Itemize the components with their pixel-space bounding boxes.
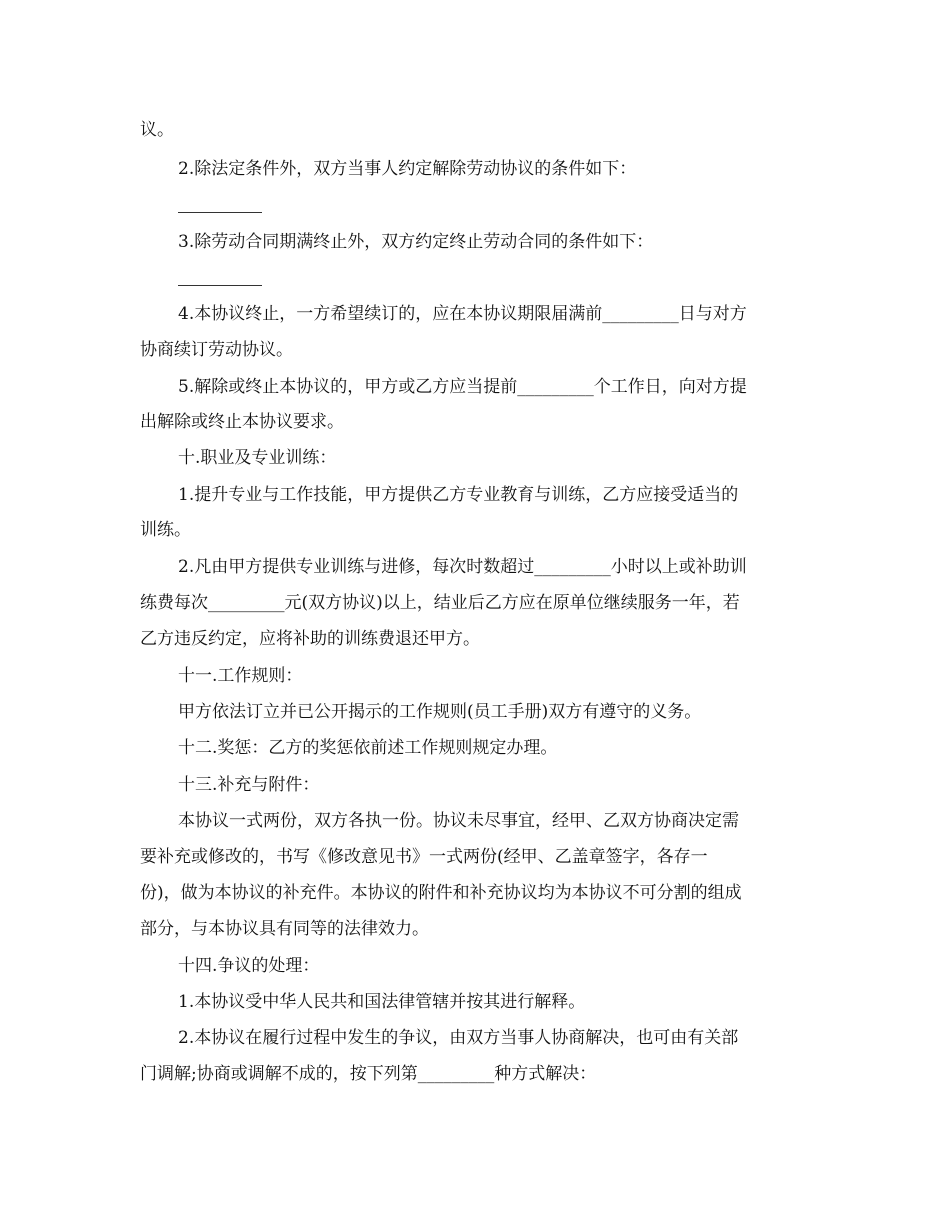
blank-underline	[178, 212, 262, 213]
section-heading: 十一.工作规则：	[178, 666, 303, 686]
section-heading: 十二.奖惩：乙方的奖惩依前述工作规则规定办理。	[178, 738, 558, 758]
text-line: 2.凡由甲方提供专业训练与进修，每次时数超过_________小时以上或补助训	[178, 557, 747, 577]
text-line: 乙方违反约定，应将补助的训练费退还甲方。	[140, 629, 480, 649]
text-line: 练费每次_________元(双方协议)以上，结业后乙方应在原单位继续服务一年，若	[140, 593, 740, 613]
section-heading: 十三.补充与附件：	[178, 775, 320, 795]
section-heading: 十四.争议的处理：	[178, 956, 320, 976]
text-line: 2.本协议在履行过程中发生的争议，由双方当事人协商解决，也可由有关部	[178, 1028, 739, 1048]
blank-underline	[178, 285, 262, 286]
text-line: 4.本协议终止，一方希望续订的，应在本协议期限届满前_________日与对方	[178, 304, 747, 324]
text-line: 份)，做为本协议的补充件。本协议的附件和补充协议均为本协议不可分割的组成	[140, 883, 742, 903]
text-line: 训练。	[140, 520, 191, 540]
text-line: 协商续订劳动协议。	[140, 340, 293, 360]
text-line: 门调解;协商或调解不成的，按下列第_________种方式解决：	[140, 1064, 597, 1084]
text-line: 要补充或修改的，书写《修改意见书》一式两份(经甲、乙盖章签字，各存一	[140, 847, 708, 867]
text-line: 1.本协议受中华人民共和国法律管辖并按其进行解释。	[178, 992, 586, 1012]
text-line: 1.提升专业与工作技能，甲方提供乙方专业教育与训练，乙方应接受适当的	[178, 485, 739, 505]
text-line: 本协议一式两份，双方各执一份。协议未尽事宜，经甲、乙双方协商决定需	[178, 811, 739, 831]
text-line: 议。	[140, 120, 174, 140]
section-heading: 十.职业及专业训练：	[178, 448, 337, 468]
text-line: 甲方依法订立并已公开揭示的工作规则(员工手册)双方有遵守的义务。	[178, 702, 702, 722]
text-line: 5.解除或终止本协议的，甲方或乙方应当提前_________个工作日，向对方提	[178, 377, 747, 397]
text-line: 3.除劳动合同期满终止外，双方约定终止劳动合同的条件如下：	[178, 232, 654, 252]
text-line: 部分，与本协议具有同等的法律效力。	[140, 919, 429, 939]
fill-in-blank	[178, 196, 255, 220]
text-line: 2.除法定条件外，双方当事人约定解除劳动协议的条件如下：	[178, 159, 637, 179]
text-line: 出解除或终止本协议要求。	[140, 412, 344, 432]
fill-in-blank	[178, 269, 255, 293]
